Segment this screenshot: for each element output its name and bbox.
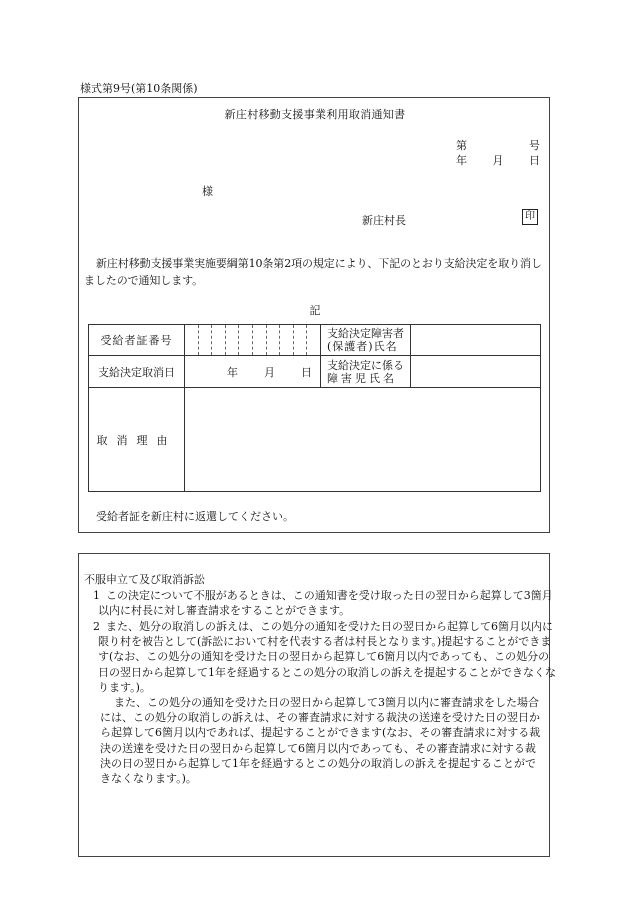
appeal-item-1-number: 1 xyxy=(93,589,100,602)
appeal-item-3: また、この処分の通知を受けた日の翌日から起算して3箇月以内に審査請求をした場合には、この処分の取消しの訴えは、その審査請求に対する裁決の送達を受けた日の翌日から起算して6箇月以内であれば、提起することができます(なお、その審査請求に対する裁決の送達を受けた日の翌日から起算して6箇月以内であっても、その審査請求に対する裁決の日の翌日から起算して1年を経過するとこの処分の取消しの訴えを提起することができなくなります。)。 xyxy=(100,696,541,786)
recipient-number-label: 受給者証番号 xyxy=(89,325,185,356)
number-prefix: 第 xyxy=(456,139,467,152)
record-table xyxy=(88,324,541,492)
date-day: 日 xyxy=(529,154,540,167)
disabled-name-label-line1: 支給決定障害者 xyxy=(327,327,404,340)
cancel-date-label: 支給決定取消日 xyxy=(89,356,185,388)
cancel-date-year: 年 xyxy=(227,365,238,379)
date-month: 月 xyxy=(492,154,504,167)
cancel-date-day: 日 xyxy=(301,365,312,379)
form-number-label: 様式第9号(第10条関係) xyxy=(80,82,198,95)
notice-body: 新庄村移動支援事業実施要綱第10条第2項の規定により、下記のとおり支給決定を取り消しましたので通知します。 xyxy=(84,257,542,287)
child-name-label xyxy=(321,356,411,388)
appeal-item-2-number: 2 xyxy=(93,620,100,633)
child-name-label-line1: 支給決定に係る xyxy=(327,358,404,372)
appeal-item-2 xyxy=(84,619,560,695)
child-name-field[interactable] xyxy=(411,356,541,388)
document-number-line xyxy=(456,137,540,153)
child-name-label-line2: 障害児氏名 xyxy=(327,371,397,385)
cancel-reason-field[interactable] xyxy=(185,388,541,492)
document-title: 新庄村移動支援事業利用取消通知書 xyxy=(224,108,406,121)
appeal-item-2-text: また、処分の取消しの訴えは、この処分の通知を受けた日の翌日から起算して6箇月以内に限り村を被告として(訴訟において村を代表する者は村長となります。)提起することができます(なお、この処分の通知を受けた日の翌日から起算して6箇月以内であっても、この処分の日の翌日から起算して1年を経過するとこの処分の取消しの訴えを提起することができなくなります。)。 xyxy=(98,620,556,694)
disabled-person-name-field[interactable] xyxy=(411,325,541,356)
disabled-person-name-label xyxy=(321,325,411,356)
table-row xyxy=(89,388,541,492)
return-card-note: 受給者証を新庄村に返還してください。 xyxy=(96,510,294,523)
recipient-number-boxes[interactable] xyxy=(185,325,321,356)
appeal-title: 不服申立て及び取消訴訟 xyxy=(84,573,205,586)
table-row xyxy=(89,356,541,388)
cancel-date-field[interactable] xyxy=(185,356,321,388)
cancel-date-month: 月 xyxy=(264,365,275,379)
issue-date-line xyxy=(456,152,540,168)
seal-mark: 印 xyxy=(522,209,538,225)
appeal-item-1 xyxy=(84,588,560,618)
date-year: 年 xyxy=(456,154,467,167)
number-suffix: 号 xyxy=(529,139,540,152)
ki-heading: 記 xyxy=(309,304,321,317)
disabled-name-label-line2: (保護者)氏名 xyxy=(327,340,398,353)
issuer-mayor: 新庄村長 xyxy=(362,214,406,227)
cancel-reason-label: 取消理由 xyxy=(89,388,185,492)
recipient-honorific: 様 xyxy=(202,185,213,198)
appeal-item-1-text: この決定について不服があるときは、この通知書を受け取った日の翌日から起算して3箇月以内に村長に対し審査請求をすることができます。 xyxy=(98,589,553,618)
table-row xyxy=(89,325,541,356)
